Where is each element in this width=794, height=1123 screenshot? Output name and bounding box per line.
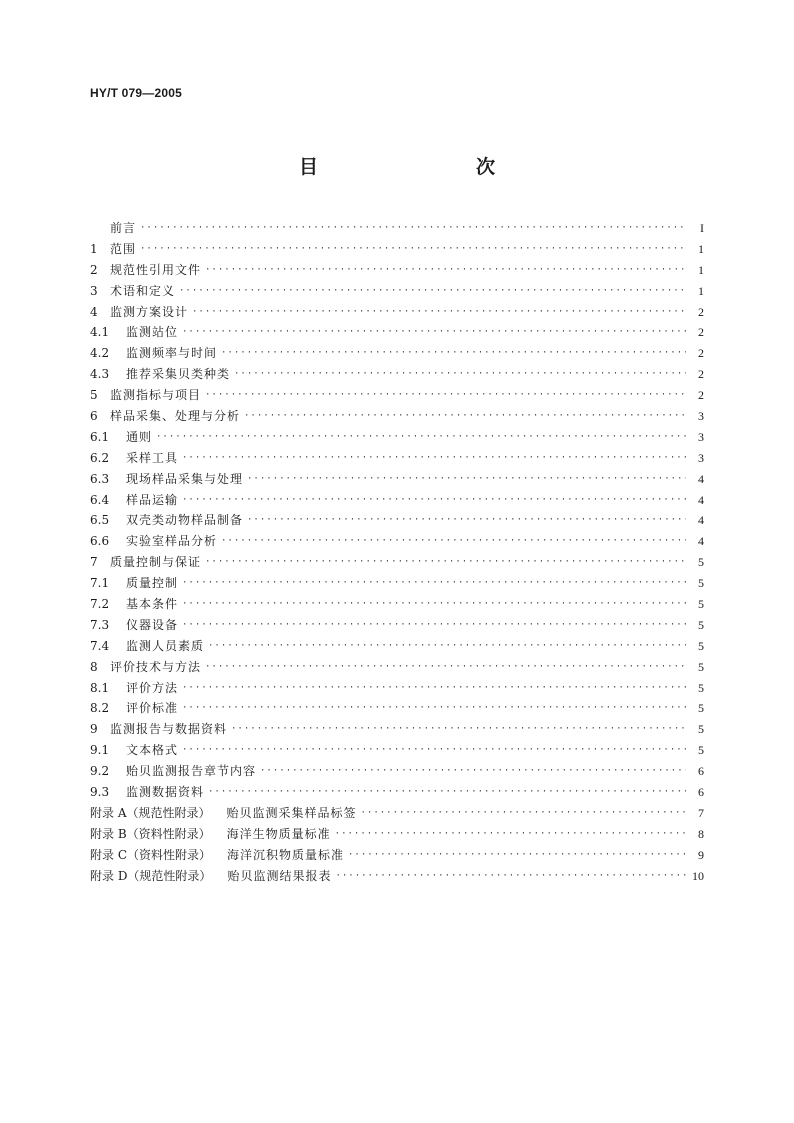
toc-entry[interactable] [90, 845, 704, 866]
dot-leader [221, 343, 686, 364]
toc-entry-title: 规范性引用文件 [110, 262, 202, 277]
toc-entry-number: 1 [90, 241, 98, 256]
toc-entry-title: 文本格式 [126, 743, 179, 758]
toc-entry-title: 仪器设备 [126, 617, 179, 632]
toc-entry-page: 6 [698, 764, 704, 779]
toc-entry-number: 8.2 [90, 701, 110, 716]
dot-leader [182, 448, 686, 469]
toc-entry[interactable] [90, 469, 704, 490]
toc-entry-page: 1 [698, 283, 704, 298]
toc-entry-number: 7.2 [90, 597, 110, 612]
standard-code: HY/T 079—2005 [90, 86, 182, 100]
toc-entry-number: 7.3 [90, 617, 110, 632]
toc-entry-number: 7 [90, 555, 98, 570]
toc-entry[interactable] [90, 364, 704, 385]
toc-entry-number: 附录 A（规范性附录） [90, 805, 211, 820]
toc-entry-number: 6.5 [90, 513, 110, 528]
toc-entry-title: 术语和定义 [110, 283, 176, 298]
toc-entry-number: 4.2 [90, 346, 110, 361]
toc-entry-page: 7 [698, 805, 704, 820]
toc-entry-page: 5 [698, 701, 704, 716]
dot-leader [247, 510, 686, 531]
page-title: 目 次 [298, 156, 535, 178]
toc-entry-title: 监测指标与项目 [110, 388, 202, 403]
toc-entry[interactable] [90, 636, 704, 657]
dot-leader [208, 782, 686, 803]
toc-entry[interactable] [90, 866, 704, 887]
toc-entry-page: 5 [698, 638, 704, 653]
toc-entry[interactable] [90, 552, 704, 573]
toc-entry-number: 4.3 [90, 367, 110, 382]
toc-entry-page: I [700, 220, 704, 235]
dot-leader [182, 594, 686, 615]
toc-entry-title: 双壳类动物样品制备 [126, 513, 244, 528]
toc-entry[interactable] [90, 782, 704, 803]
toc-entry-page: 2 [698, 304, 704, 319]
toc-entry-title: 推荐采集贝类种类 [126, 367, 231, 382]
toc-entry-page: 5 [698, 555, 704, 570]
toc-entry-title: 前言 [110, 220, 137, 235]
toc-entry-title: 质量控制与保证 [110, 555, 202, 570]
toc-entry-page: 2 [698, 346, 704, 361]
toc-entry-number: 8.1 [90, 680, 110, 695]
toc-entry-title: 质量控制 [126, 576, 179, 591]
toc-entry-number: 2 [90, 262, 98, 277]
toc-entry-page: 6 [698, 785, 704, 800]
toc-entry-page: 5 [698, 680, 704, 695]
toc-entry[interactable] [90, 719, 704, 740]
dot-leader [192, 302, 686, 323]
toc-entry[interactable] [90, 594, 704, 615]
toc-entry[interactable] [90, 302, 704, 323]
toc-entry-number: 8 [90, 659, 98, 674]
toc-entry-page: 4 [698, 513, 704, 528]
toc-entry[interactable] [90, 343, 704, 364]
toc-entry-number: 9.1 [90, 743, 110, 758]
toc-entry-page: 5 [698, 597, 704, 612]
toc-entry-title: 样品采集、处理与分析 [110, 409, 241, 423]
toc-entry[interactable] [90, 281, 704, 302]
toc-entry-page: 2 [698, 367, 704, 382]
toc-entry-title: 样品运输 [126, 492, 179, 507]
toc-entry[interactable] [90, 490, 704, 511]
toc-entry-page: 3 [698, 450, 704, 465]
toc-entry-page: 2 [698, 325, 704, 340]
dot-leader [182, 678, 686, 699]
toc-entry-title: 监测频率与时间 [126, 346, 218, 361]
toc-entry[interactable] [90, 239, 704, 260]
toc-entry-number: 6.3 [90, 471, 110, 486]
toc-entry[interactable] [90, 573, 704, 594]
toc-entry[interactable] [90, 803, 704, 824]
dot-leader [205, 552, 686, 573]
toc-entry-page: 5 [698, 576, 704, 591]
toc-entry-page: 4 [698, 471, 704, 486]
toc-entry[interactable] [90, 740, 704, 761]
toc-entry-title: 贻贝监测采集样品标签 [226, 805, 357, 820]
toc-entry-page: 4 [698, 534, 704, 549]
toc-entry-number: 附录 B（资料性附录） [90, 826, 211, 841]
toc-entry-title: 监测站位 [126, 325, 179, 340]
table-of-contents [90, 218, 704, 887]
dot-leader [182, 740, 686, 761]
toc-entry[interactable] [90, 322, 704, 343]
toc-entry[interactable] [90, 531, 704, 552]
toc-entry-page: 2 [698, 388, 704, 403]
toc-entry-number: 6.2 [90, 450, 110, 465]
dot-leader [234, 364, 686, 385]
toc-entry[interactable] [90, 761, 704, 782]
dot-leader [140, 218, 686, 239]
dot-leader [221, 531, 686, 552]
toc-entry-page: 5 [698, 722, 704, 737]
toc-entry-number: 6.1 [90, 429, 110, 444]
toc-entry-title: 监测方案设计 [110, 304, 189, 319]
toc-entry-title: 监测报告与数据资料 [110, 722, 228, 737]
toc-entry-number: 9.3 [90, 785, 110, 800]
dot-leader [247, 469, 686, 490]
toc-entry[interactable] [90, 218, 704, 239]
toc-entry-number: 6 [90, 409, 98, 423]
dot-leader [182, 490, 686, 511]
toc-entry-title: 通则 [126, 429, 153, 444]
dot-leader [182, 615, 686, 636]
toc-entry-title: 实验室样品分析 [126, 534, 218, 549]
toc-entry-number: 7.1 [90, 576, 110, 591]
dot-leader [182, 322, 686, 343]
toc-entry-number: 附录 D（规范性附录） [90, 868, 212, 883]
toc-entry-title: 海洋生物质量标准 [226, 826, 331, 841]
toc-entry[interactable] [90, 824, 704, 845]
toc-entry-title: 监测人员素质 [126, 638, 205, 653]
toc-entry[interactable] [90, 385, 704, 406]
dot-leader [231, 719, 686, 740]
toc-entry-number: 6.6 [90, 534, 110, 549]
toc-entry-number: 4.1 [90, 325, 110, 340]
toc-entry-number: 9.2 [90, 764, 110, 779]
toc-entry-page: 5 [698, 743, 704, 758]
toc-entry-number: 9 [90, 722, 98, 737]
toc-entry-page: 4 [698, 492, 704, 507]
toc-entry[interactable] [90, 260, 704, 281]
dot-leader [260, 761, 686, 782]
dot-leader [182, 573, 686, 594]
toc-entry-page: 1 [698, 262, 704, 277]
toc-entry[interactable] [90, 427, 704, 448]
toc-entry-title: 范围 [110, 241, 137, 256]
toc-entry-title: 评价标准 [126, 701, 179, 716]
dot-leader [244, 406, 686, 427]
toc-entry-number: 6.4 [90, 492, 110, 507]
toc-entry-title: 评价方法 [126, 680, 179, 695]
dot-leader [361, 803, 687, 824]
toc-entry-page: 9 [698, 847, 704, 862]
toc-entry-title: 监测数据资料 [126, 785, 205, 800]
toc-entry[interactable] [90, 448, 704, 469]
dot-leader [140, 239, 686, 260]
toc-entry-number: 附录 C（资料性附录） [90, 847, 211, 862]
toc-entry-title: 现场样品采集与处理 [126, 471, 244, 486]
toc-entry-title: 基本条件 [126, 597, 179, 612]
toc-entry[interactable] [90, 406, 704, 427]
toc-entry-page: 10 [692, 868, 704, 883]
toc-entry-number: 5 [90, 388, 98, 403]
toc-entry-page: 1 [698, 241, 704, 256]
toc-entry[interactable] [90, 657, 704, 678]
toc-entry-page: 5 [698, 659, 704, 674]
toc-entry-number: 7.4 [90, 638, 110, 653]
toc-entry-title: 贻贝监测报告章节内容 [126, 764, 257, 779]
toc-entry-page: 5 [698, 617, 704, 632]
dot-leader [179, 281, 686, 302]
toc-entry-title: 评价技术与方法 [110, 659, 202, 674]
toc-entry-page: 3 [698, 409, 704, 423]
toc-entry[interactable] [90, 615, 704, 636]
toc-entry-title: 采样工具 [126, 450, 179, 465]
toc-entry-number: 3 [90, 283, 98, 298]
dot-leader [335, 824, 686, 845]
dot-leader [205, 385, 686, 406]
toc-entry[interactable] [90, 678, 704, 699]
dot-leader [335, 866, 686, 887]
toc-entry-title: 海洋沉积物质量标准 [227, 847, 345, 862]
dot-leader [208, 636, 686, 657]
dot-leader [182, 698, 686, 719]
toc-entry-number: 4 [90, 304, 98, 319]
toc-entry-page: 3 [698, 429, 704, 444]
dot-leader [348, 845, 686, 866]
dot-leader [205, 260, 686, 281]
toc-entry-title: 贻贝监测结果报表 [227, 868, 332, 883]
toc-entry-page: 8 [698, 826, 704, 841]
toc-entry[interactable] [90, 510, 704, 531]
toc-entry[interactable] [90, 698, 704, 719]
dot-leader [205, 657, 686, 678]
dot-leader [156, 427, 686, 448]
